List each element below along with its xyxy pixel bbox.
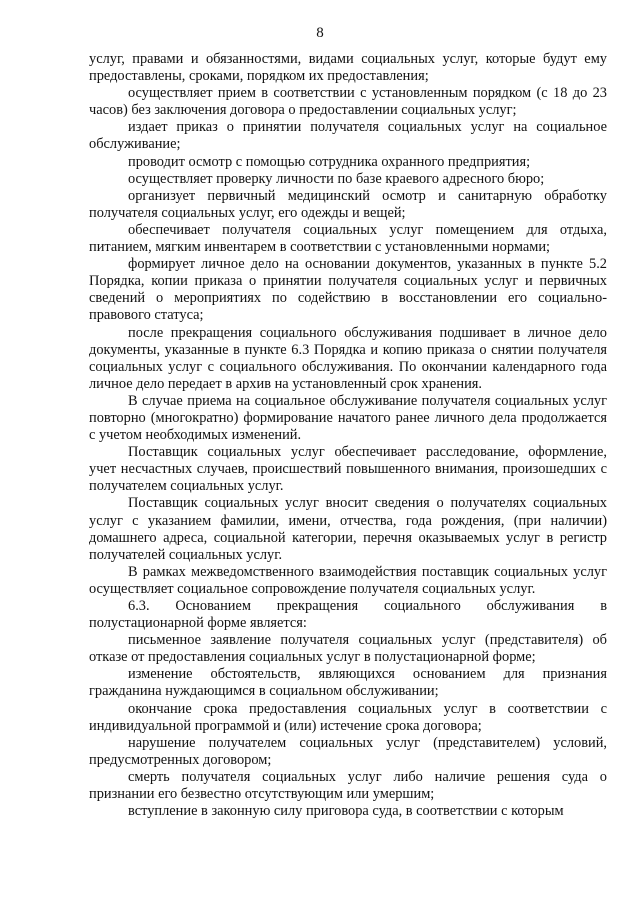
paragraph: издает приказ о принятии получателя социальных услуг на социальное обслуживание; — [89, 119, 607, 153]
paragraph: осуществляет проверку личности по базе краевого адресного бюро; — [128, 170, 545, 187]
paragraph: организует первичный медицинский осмотр и санитарную обработку получателя социальных услуг, его одежды и вещей; — [89, 187, 607, 221]
paragraph: обеспечивает получателя социальных услуг помещением для отдыха, питанием, мягким инвентарем в соответствии с установленными нормами; — [89, 221, 607, 256]
paragraph: Поставщик социальных услуг вносит сведения о получателях социальных услуг с указанием фамилии, имени, отчества, года рождения, (при наличии) домашнего адреса, социальной категории, перечня оказываемых услуг в регистр получателей социальных услуг. — [89, 495, 607, 563]
page-number: 8 — [316, 25, 324, 41]
paragraph: изменение обстоятельств, являющихся основанием для признания гражданина нуждающимся в социальном обслуживании; — [89, 666, 607, 700]
paragraph: нарушение получателем социальных услуг (представителем) условий, предусмотренных договором; — [89, 734, 607, 768]
section-heading-6-3: 6.3. Основанием прекращения социального обслуживания в полустационарной форме является: — [89, 598, 607, 632]
paragraph: услуг, правами и обязанностями, видами социальных услуг, которые будут ему предоставлены, сроками, порядком их предоставления; — [89, 51, 607, 85]
paragraph: В рамках межведомственного взаимодействия поставщик социальных услуг осуществляет социальное сопровождение получателя социальных услуг. — [89, 563, 607, 597]
paragraph: смерть получателя социальных услуг либо наличие решения суда о признании его безвестно отсутствующим или умершим; — [89, 768, 607, 803]
paragraph: вступление в законную силу приговора суда, в соответствии с которым — [128, 803, 564, 820]
paragraph: Поставщик социальных услуг обеспечивает расследование, оформление, учет несчастных случаев, происшествий повышенного внимания, произошедших с получателем социальных услуг. — [89, 444, 607, 495]
paragraph: после прекращения социального обслуживания подшивает в личное дело документы, указанные в пункте 6.3 Порядка и копию приказа о снятии получателя социальных услуг с социального обслуживания. По окончании календарного года личное дело передает в архив на установленный срок хранения. — [89, 324, 607, 392]
paragraph: осуществляет прием в соответствии с установленным порядком (с 18 до 23 часов) без заключения договора о предоставлении социальных услуг; — [89, 85, 607, 119]
document-body — [89, 51, 607, 820]
paragraph: окончание срока предоставления социальных услуг в соответствии с индивидуальной программой и (или) истечение срока договора; — [89, 700, 607, 734]
paragraph: формирует личное дело на основании документов, указанных в пункте 5.2 Порядка, копии приказа о принятии получателя социальных услуг и первичных сведений о мероприятиях по содействию в восстановлении его социально-правового статуса; — [89, 256, 607, 324]
paragraph: письменное заявление получателя социальных услуг (представителя) об отказе от предоставления социальных услуг в полустационарной форме; — [89, 632, 607, 666]
paragraph: проводит осмотр с помощью сотрудника охранного предприятия; — [128, 153, 531, 170]
paragraph: В случае приема на социальное обслуживание получателя социальных услуг повторно (многократно) формирование начатого ранее личного дела продолжается с учетом необходимых изменений. — [89, 392, 607, 444]
